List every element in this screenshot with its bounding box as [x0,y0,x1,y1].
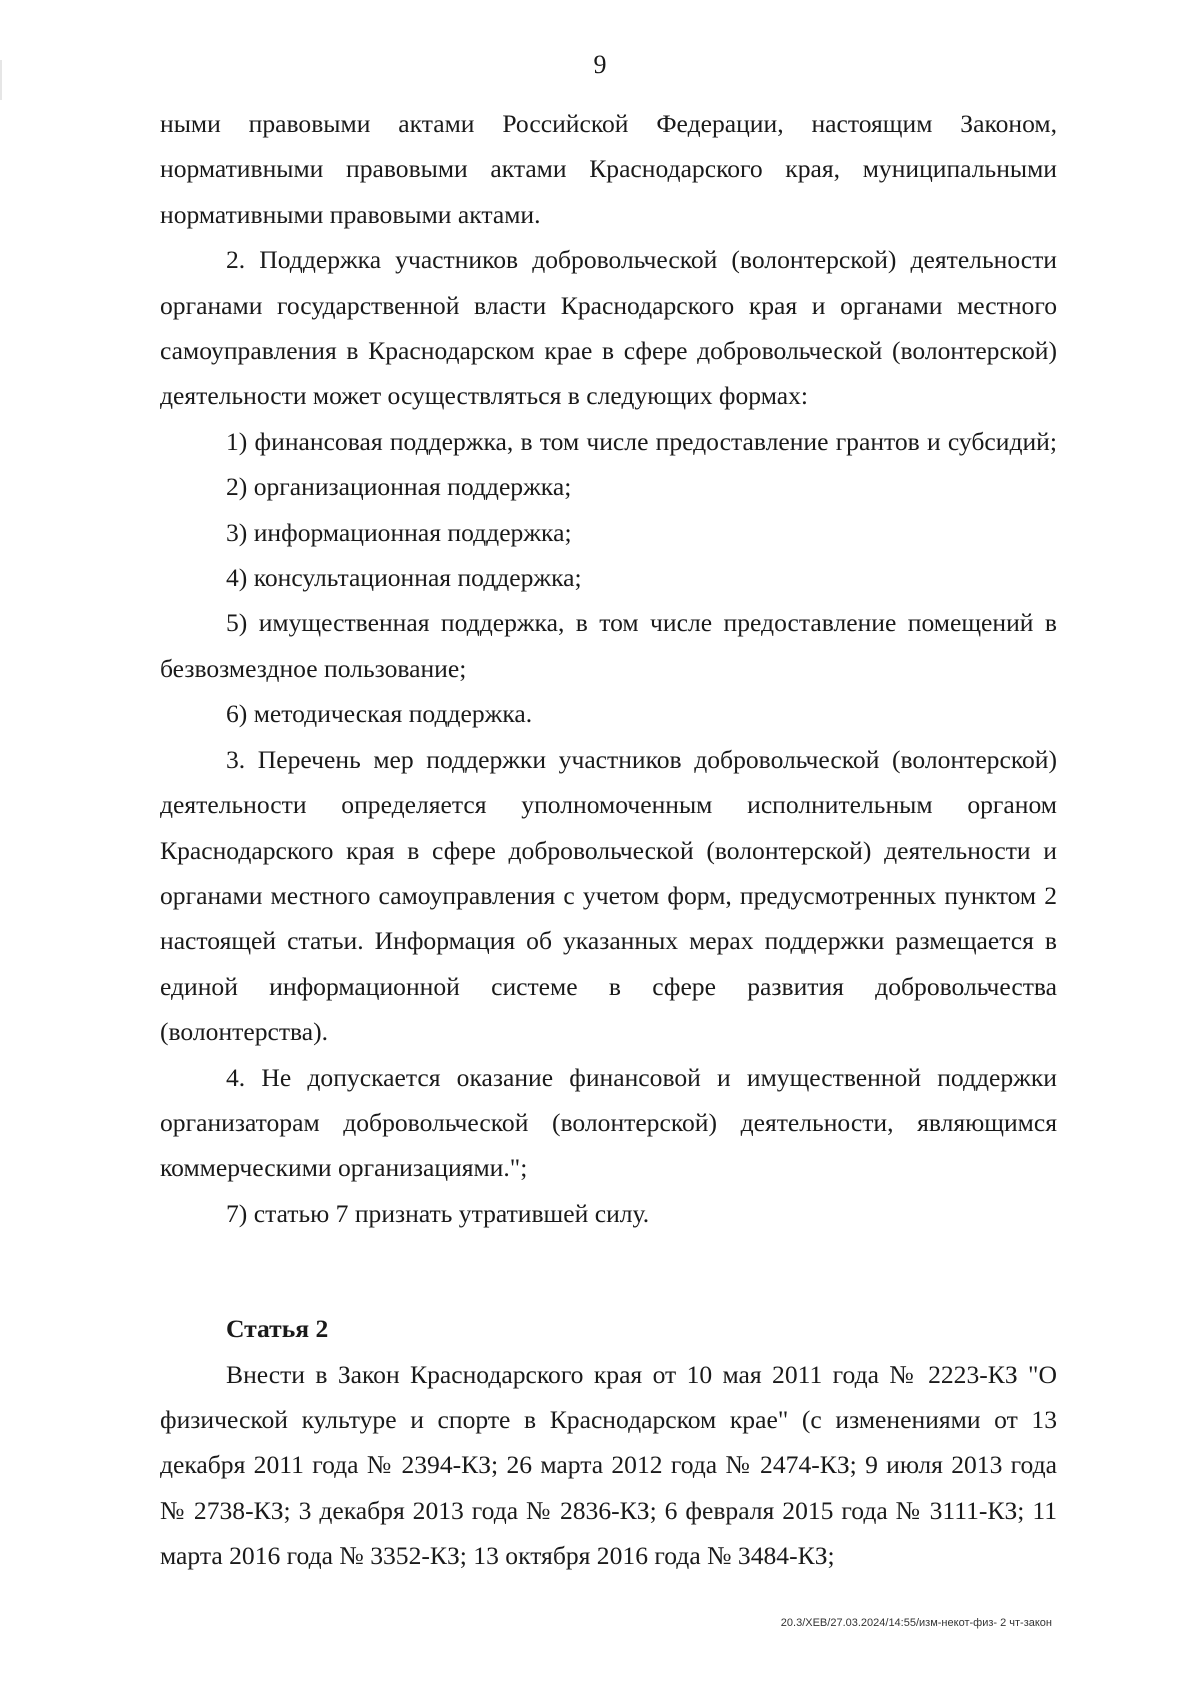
footer-document-code: 20.3/ХЕВ/27.03.2024/14:55/изм-некот-физ- 2 чт-закон [780,1617,1052,1629]
paragraph-item-2: 2. Поддержка участников добровольческой (волонтерской) деятельности органами государственной власти Краснодарского края и органами местного самоуправления в Краснодарском крае в сфере добровольческой (волонтерской) деятельности может осуществляться в следующих формах: [160,245,1057,411]
list-item-5: 5) имущественная поддержка, в том числе предоставление помещений в безвозмездное пользование; [160,608,1057,683]
paragraph-item-4: 4. Не допускается оказание финансовой и имущественной поддержки организаторам добровольческой (волонтерской) деятельности, являющимся коммерческими организациями."; [160,1062,1057,1183]
article-heading: Статья 2 [226,1314,329,1344]
paragraph-continuation: ными правовыми актами Российской Федерации, настоящим Законом, нормативными правовыми актами Краснодарского края, муниципальными нормативными правовыми актами. [160,109,1057,229]
list-item-4: 4) консультационная поддержка; [226,563,582,593]
list-item-2: 2) организационная поддержка; [226,472,572,502]
section-spacer [160,1236,1057,1306]
paragraph-article-2: Внести в Закон Краснодарского края от 10 мая 2011 года № 2223-КЗ "О физической культуре и спорте в Краснодарском крае" (с изменениями от 13 декабря 2011 года № 2394-КЗ; 26 марта 2012 года № 2474-КЗ; 9 июля 2013 года № 2738-КЗ; 3 декабря 2013 года № 2836-КЗ; 6 февраля 2015 года № 3111-КЗ; 11 марта 2016 года № 3352-КЗ; 13 октября 2016 года № 3484-КЗ; [160,1359,1057,1571]
list-item-3: 3) информационная поддержка; [226,517,572,547]
list-item-7: 7) статью 7 признать утратившей силу. [226,1198,650,1228]
page-number: 9 [593,50,607,79]
document-body [160,101,1057,1579]
list-item-1: 1) финансовая поддержка, в том числе предоставление грантов и субсидий; [226,426,1057,456]
paragraph-item-3: 3. Перечень мер поддержки участников добровольческой (волонтерской) деятельности определяется уполномоченным исполнительным органом Краснодарского края в сфере добровольческой (волонтерской) деятельности и органами местного самоуправления с учетом форм, предусмотренных пунктом 2 настоящей статьи. Информация об указанных мерах поддержки размещается в единой информационной системе в сфере развития добровольчества (волонтерства). [160,744,1057,1047]
list-item-6: 6) методическая поддержка. [226,699,533,729]
